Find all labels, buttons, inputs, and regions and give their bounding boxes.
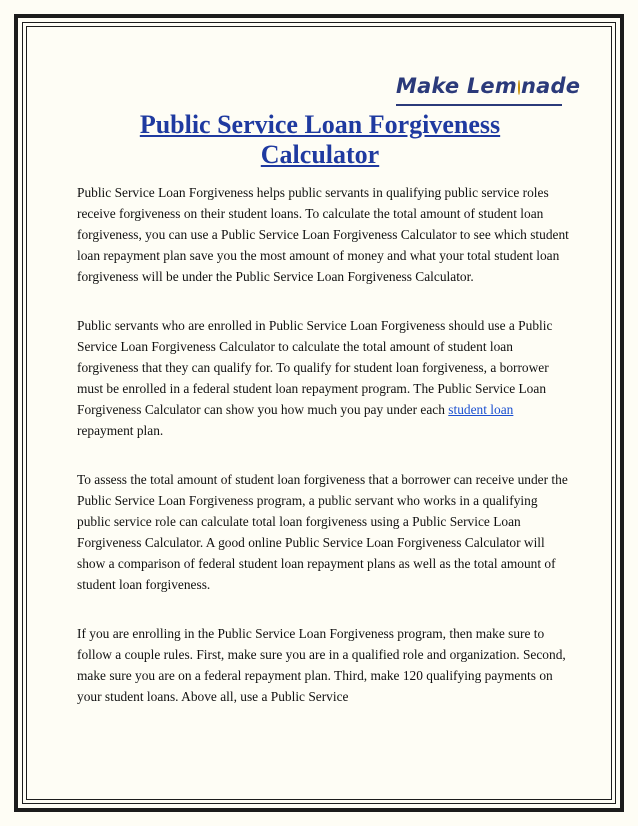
logo-underline (396, 104, 562, 106)
lemon-icon (518, 80, 520, 95)
paragraph-1: Public Service Loan Forgiveness helps public servants in qualifying public service roles receive forgiveness on their student loans. To calculate the total amount of student loan forgiveness, you can use a Public Service Loan Forgiveness Calculator to see which student loan repayment plan save you the most amount of money and what your total student loan forgiveness will be under the Public Service Loan Forgiveness Calculator. (77, 185, 569, 284)
logo-text-part1: Make Lem (396, 74, 517, 98)
paragraph-2-text-end: repayment plan. (77, 423, 164, 438)
make-lemonade-logo[interactable] (396, 74, 581, 110)
page-title: Public Service Loan Forgiveness Calculator (139, 110, 501, 169)
paragraph-2-text-start: Public servants who are enrolled in Public Service Loan Forgiveness should use a Public Service Loan Forgiveness Calculator to calculate the total amount of student loan forgiveness that they can qualify for. To qualify for student loan forgiveness, a borrower must be enrolled in a federal student loan repayment program. The Public Service Loan Forgiveness Calculator can show you how much you pay under each (77, 318, 553, 417)
logo-text-part2: nade (520, 74, 581, 98)
logo-text (396, 74, 581, 98)
paragraph-4: If you are enrolling in the Public Service Loan Forgiveness program, then make sure to follow a couple rules. First, make sure you are in a qualified role and organization. Second, make sure you are on a federal repayment plan. Third, make 120 qualifying payments on your student loans. Above all, use a Public Service (77, 626, 566, 704)
student-loan-link[interactable]: student loan (448, 402, 514, 417)
paragraph-3: To assess the total amount of student loan forgiveness that a borrower can receive under the Public Service Loan Forgiveness program, a public servant who works in a qualifying public service role can calculate total loan forgiveness using a Public Service Loan Forgiveness Calculator. A good online Public Service Loan Forgiveness Calculator will show a comparison of federal student loan repayment plans as well as the total amount of student loan forgiveness. (77, 472, 568, 592)
paragraph-2 (77, 315, 569, 441)
article-body (77, 182, 569, 735)
